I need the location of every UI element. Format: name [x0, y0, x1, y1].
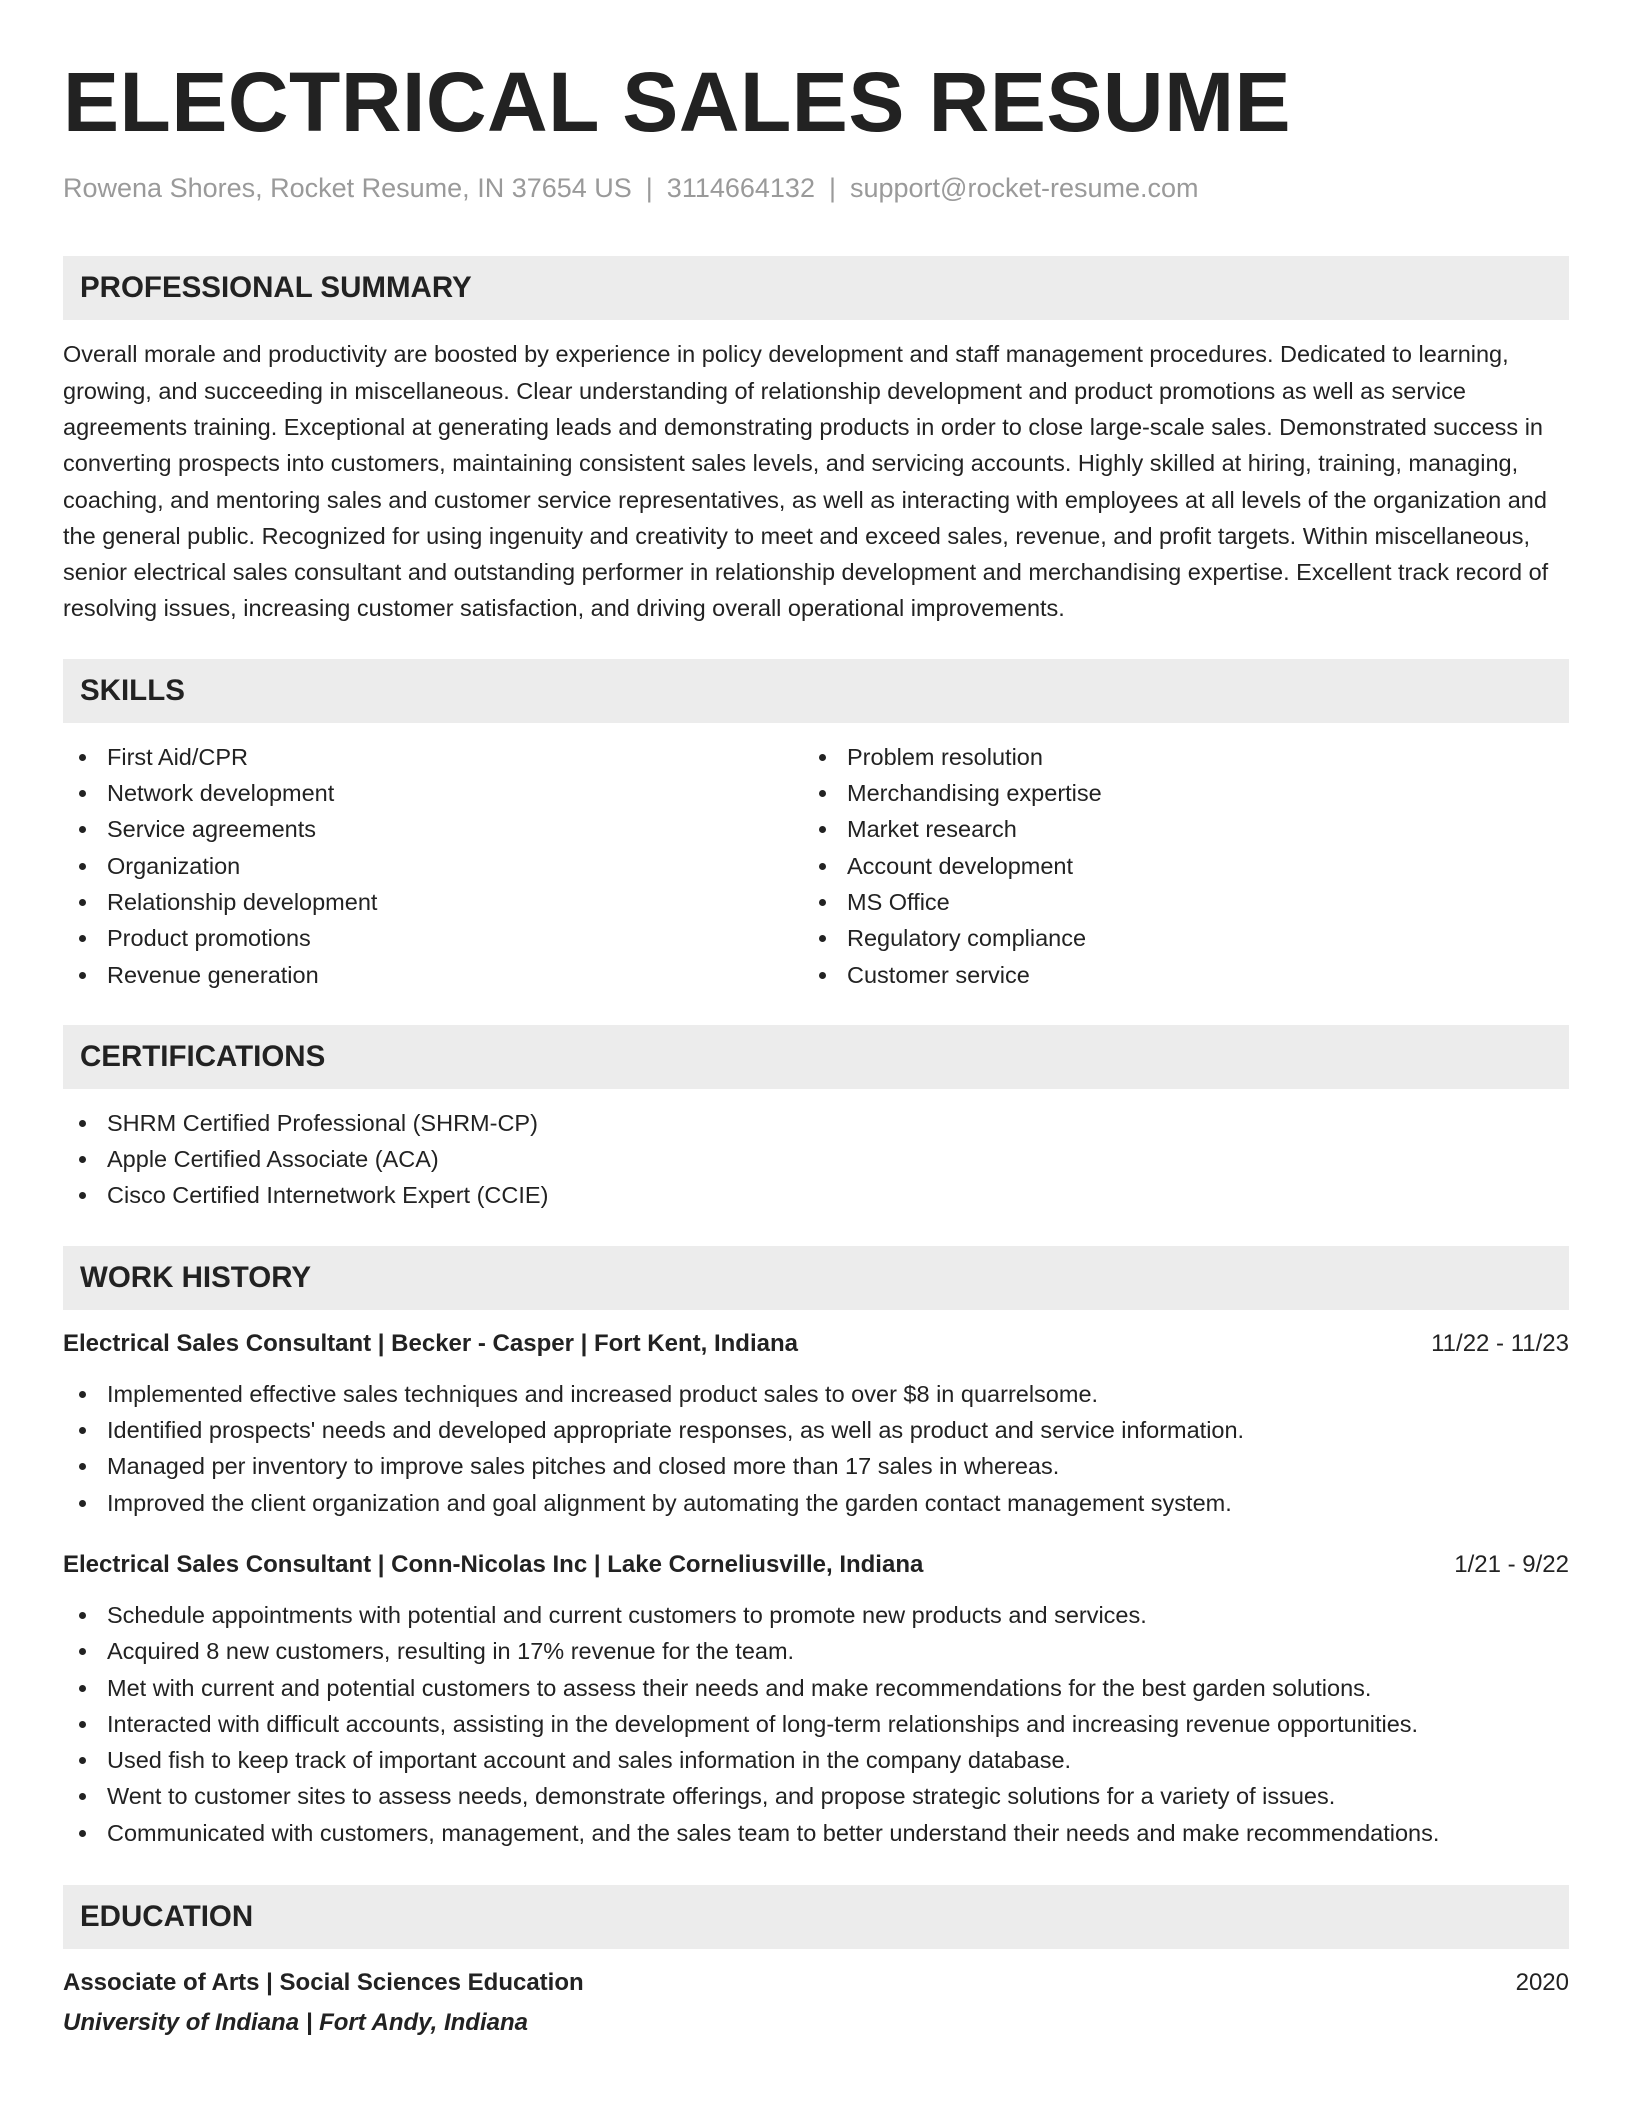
skill-item: Organization [63, 848, 803, 884]
skill-item: First Aid/CPR [63, 739, 803, 775]
job-bullet: Went to customer sites to assess needs, demonstrate offerings, and propose strategic solutions for a variety of issues. [63, 1778, 1569, 1814]
education-header [63, 1967, 1569, 1999]
contact-address: Rowena Shores, Rocket Resume, IN 37654 US [63, 173, 632, 203]
education-year: 2020 [1515, 1969, 1569, 1996]
work-history-heading: WORK HISTORY [63, 1246, 1569, 1310]
job-bullet: Communicated with customers, management, and the sales team to better understand their needs and make recommendations. [63, 1815, 1569, 1851]
certification-item: Apple Certified Associate (ACA) [63, 1141, 1569, 1177]
summary-text: Overall morale and productivity are boosted by experience in policy development and staff management procedures. Dedicated to learning, growing, and succeeding in miscellaneous. Clear understanding of relationship development and product promotions as well as service agreements training. Exceptional at generating leads and demonstrating products in order to close large-scale sales. Demonstrated success in converting prospects into customers, maintaining consistent sales levels, and servicing accounts. Highly skilled at hiring, training, managing, coaching, and mentoring sales and customer service representatives, as well as interacting with employees at all levels of the organization and the general public. Recognized for using ingenuity and creativity to meet and exceed sales, revenue, and profit targets. Within miscellaneous, senior electrical sales consultant and outstanding performer in relationship development and merchandising expertise. Excellent track record of resolving issues, increasing customer satisfaction, and driving overall operational improvements. [63, 341, 1549, 622]
job-header [63, 1328, 1569, 1360]
skill-item: Market research [803, 811, 1543, 847]
certification-item: SHRM Certified Professional (SHRM-CP) [63, 1105, 1569, 1141]
certification-item: Cisco Certified Internetwork Expert (CCIE) [63, 1177, 1569, 1213]
job-title: Electrical Sales Consultant | Becker - Casper | Fort Kent, Indiana [63, 1329, 798, 1357]
job-bullet: Identified prospects' needs and developed appropriate responses, as well as product and service information. [63, 1412, 1569, 1448]
job-bullet: Improved the client organization and goal alignment by automating the garden contact management system. [63, 1485, 1569, 1521]
contact-line [63, 172, 1569, 204]
skill-item: Merchandising expertise [803, 775, 1543, 811]
education-school: University of Indiana | Fort Andy, Indiana [63, 2009, 528, 2036]
skills-heading: SKILLS [63, 659, 1569, 723]
education-heading: EDUCATION [63, 1885, 1569, 1949]
job-title: Electrical Sales Consultant | Conn-Nicolas Inc | Lake Corneliusville, Indiana [63, 1550, 924, 1578]
skill-item: Revenue generation [63, 957, 803, 993]
job-header [63, 1549, 1569, 1581]
contact-phone: 3114664132 [666, 173, 815, 203]
job-dates: 1/21 - 9/22 [1454, 1550, 1569, 1578]
contact-separator: | [645, 173, 653, 203]
skill-item: Product promotions [63, 920, 803, 956]
skill-item: Network development [63, 775, 803, 811]
job-dates: 11/22 - 11/23 [1431, 1329, 1569, 1357]
skill-item: Account development [803, 848, 1543, 884]
skill-item: Problem resolution [803, 739, 1543, 775]
certifications-heading: CERTIFICATIONS [63, 1025, 1569, 1089]
job-bullet: Interacted with difficult accounts, assisting in the development of long-term relationships and increasing revenue opportunities. [63, 1706, 1569, 1742]
skill-item: MS Office [803, 884, 1543, 920]
certifications-list [63, 1105, 1569, 1214]
job-bullets [63, 1597, 1569, 1851]
contact-email: support@rocket-resume.com [849, 173, 1199, 203]
skill-item: Service agreements [63, 811, 803, 847]
resume-title: ELECTRICAL SALES RESUME [63, 55, 1292, 149]
skill-item: Relationship development [63, 884, 803, 920]
job-bullet: Schedule appointments with potential and current customers to promote new products and services. [63, 1597, 1569, 1633]
skill-item: Customer service [803, 957, 1543, 993]
contact-separator: | [828, 173, 836, 203]
skills-column-right [803, 739, 1543, 993]
skills-list [63, 739, 1569, 993]
education-degree: Associate of Arts | Social Sciences Education [63, 1969, 584, 1996]
job-bullet: Used fish to keep track of important account and sales information in the company database. [63, 1742, 1569, 1778]
skill-item: Regulatory compliance [803, 920, 1543, 956]
summary-heading: PROFESSIONAL SUMMARY [63, 256, 1569, 320]
job-bullet: Implemented effective sales techniques and increased product sales to over $8 in quarrelsome. [63, 1376, 1569, 1412]
job-bullet: Acquired 8 new customers, resulting in 17% revenue for the team. [63, 1633, 1569, 1669]
job-bullet: Managed per inventory to improve sales pitches and closed more than 17 sales in whereas. [63, 1448, 1569, 1484]
skills-column-left [63, 739, 803, 993]
job-bullets [63, 1376, 1569, 1521]
job-bullet: Met with current and potential customers to assess their needs and make recommendations for the best garden solutions. [63, 1670, 1569, 1706]
